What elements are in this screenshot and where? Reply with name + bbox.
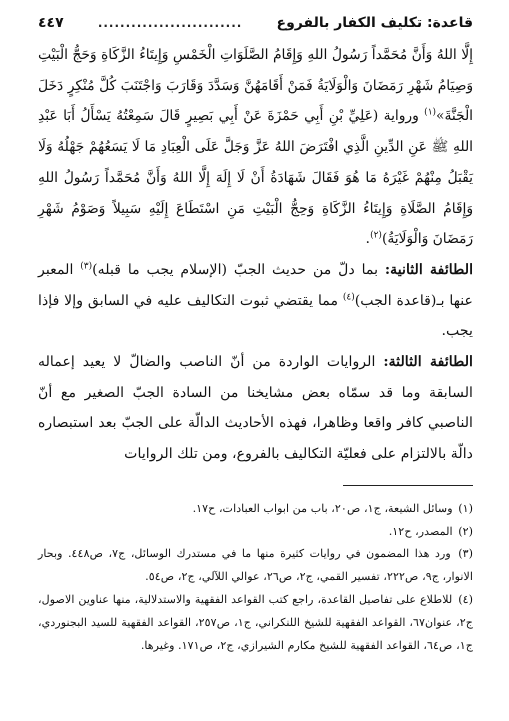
footnote-number: (١): [458, 501, 473, 515]
footnote-1: [38, 498, 473, 521]
running-header: [38, 12, 473, 34]
footnote-text: المصدر، ح١٢.: [388, 524, 453, 538]
page-number: ٤٤٧: [38, 15, 64, 31]
footnote-text: للاطلاع على تفاصيل القاعدة، راجع كتب القواعد الفقهية والاستدلالية، منها عناوين الاصول، ج٢، عنوان٦٧، القواعد الفقهية للشيخ اللنكراني، ج١، ص٢٥٧، القواعد الفقهية للسيد البجنوردي، ج١، ص٦٤، القواعد الفقهية للشيخ مكارم الشيرازي، ج٢، ص١٧١. وغيرها.: [38, 593, 473, 652]
hadith-quote-1: إِلَّا اللهُ وَأَنَّ مُحَمَّداً رَسُولُ اللهِ وَإِقَامُ الصَّلَوَاتِ الْخَمْسِ وَإِيتَاءُ الزَّكَاةِ وَحَجُّ الْبَيْتِ وَصِيَامُ شَهْرِ رَمَضَانَ وَالْوَلَايَةُ فَمَنْ أَقَامَهُنَّ وَسَدَّدَ وَقَارَبَ وَاجْتَنَبَ كُلَّ مُنْكِرٍ دَخَلَ الْجَنَّةَ»: [38, 47, 473, 125]
footnote-ref-4: (٤): [342, 291, 355, 302]
paragraph-2: [38, 255, 473, 347]
footnotes: [38, 498, 473, 658]
footnote-number: (٣): [458, 547, 474, 561]
footnote-number: (٢): [458, 524, 473, 538]
footnote-2: [38, 521, 473, 544]
footnote-number: (٤): [458, 593, 474, 607]
paragraph-3-text: الروايات الواردة من أنّ الناصب والضالّ لا يعيد إعماله السابقة وما قد سمّاه بعض مشايخنا من السادة الجبّ الصغير مع أنّ الناصبي كافر واقعا وظاهرا، فهذه الأحاديث الدالّة على الجبّ بعد استبصاره دالّة بالالتزام على فعليّة التكاليف بالفروع، ومن تلك الروايات: [38, 354, 473, 463]
footnote-ref-3: (٣): [80, 261, 93, 272]
paragraph-2-text-a: بما دلّ من حديث الجبّ (الإسلام يجب ما قبله): [92, 261, 385, 278]
paragraph-2-text-b: المعبر عنها بـ(قاعدة الجب): [38, 261, 473, 309]
second-group-label: الطائفة الثانية:: [384, 261, 474, 278]
paragraph-3: [38, 347, 473, 470]
footnote-separator: [343, 485, 473, 486]
header-title: قاعدة: تكليف الكفار بالفروع: [276, 15, 473, 31]
main-text: [38, 40, 473, 470]
paragraph-1: [38, 40, 473, 255]
footnote-text: ورد هذا المضمون في روايات كثيرة منها ما في مستدرك الوسائل، ج٧، ص٤٤٨. وبحار الانوار، ج٩، ص٢٢٢، تفسير القمي، ج٢، ص٢٦، عوالي اللآلي، ج٢، ص٥٤.: [38, 547, 473, 584]
hadith-quote-2: ورواية (عَلِيِّ بْنِ أَبِي حَمْزَةَ عَنْ أَبِي بَصِيرٍ قَالَ سَمِعْتُهُ يَسْأَلُ أَبَا عَبْدِ اللهِ ﷺ عَنِ الدِّينِ الَّذِي افْتَرَضَ اللهُ عَزَّ وَجَلَّ عَلَى الْعِبَادِ مَا لَا يَسَعُهُمْ جَهْلُهُ وَلَا يَقْبَلُ مِنْهُمْ غَيْرَهُ مَا هُوَ فَقَالَ شَهَادَةُ أَنْ لَا إِلَهَ إِلَّا اللهُ وَأَنَّ مُحَمَّداً رَسُولُ اللهِ وَإِقَامُ الصَّلَاةِ وَإِيتَاءُ الزَّكَاةِ وَحِجُّ الْبَيْتِ مَنِ اسْتَطَاعَ إِلَيْهِ سَبِيلاً وَصَوْمُ شَهْرِ رَمَضَانَ وَالْوَلَايَةُ): [38, 108, 473, 248]
footnote-text: وسائل الشيعة، ج١، ص٢٠، باب من ابواب العبادات، ح١٧.: [192, 501, 453, 515]
footnote-ref-1: (١): [424, 107, 437, 118]
header-leader-dots: ..........................: [97, 16, 243, 30]
footnote-ref-2: (٢): [370, 230, 382, 241]
paragraph-1-end: .: [365, 231, 371, 248]
paragraph-2-text-c: مما يقتضي ثبوت التكاليف عليه في السابق وإلا فإذا يجب.: [38, 292, 473, 340]
third-group-label: الطائفة الثالثة:: [383, 354, 473, 371]
footnote-4: [38, 589, 473, 657]
footnote-3: [38, 543, 473, 589]
